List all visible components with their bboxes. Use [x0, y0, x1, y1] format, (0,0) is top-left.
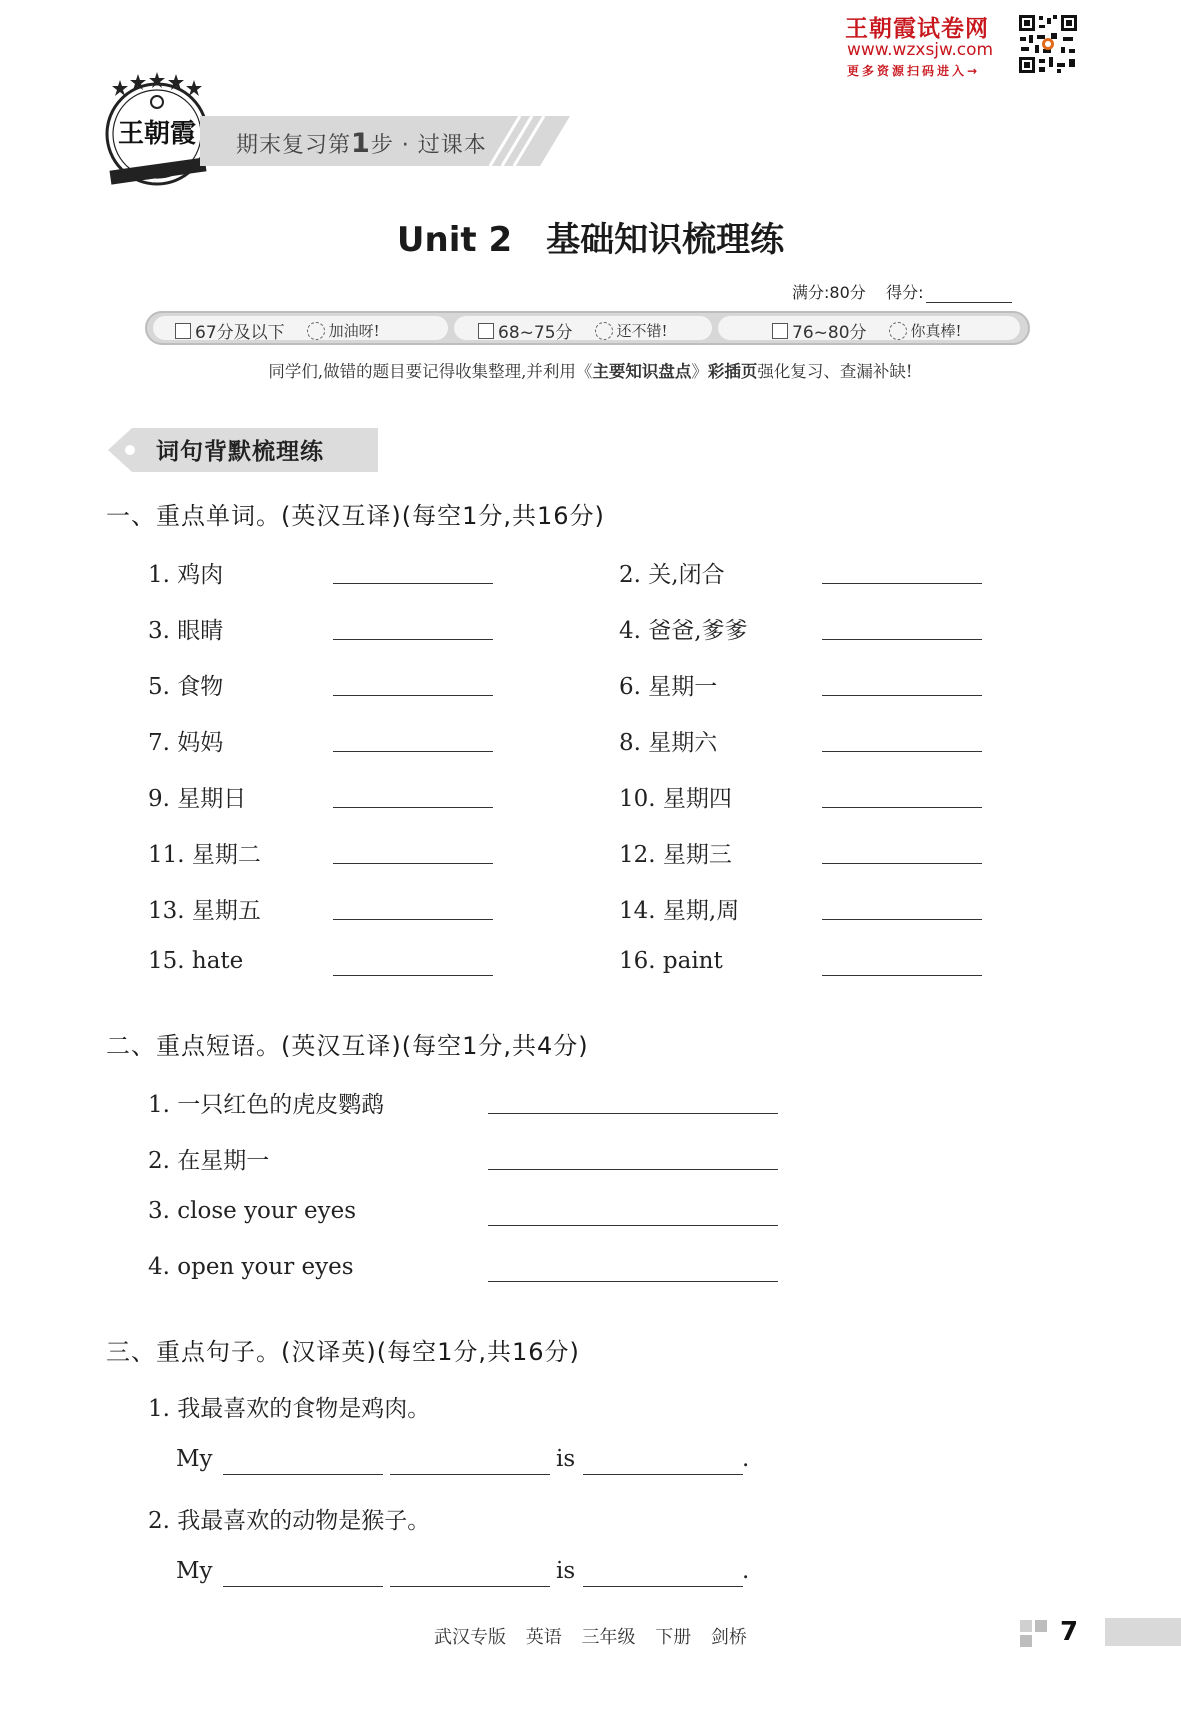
answer-blank[interactable]	[488, 1225, 778, 1226]
answer-blank[interactable]	[583, 1586, 743, 1587]
answer-blank[interactable]	[223, 1586, 383, 1587]
answer-blank[interactable]	[333, 639, 493, 640]
answer-blank[interactable]	[390, 1586, 550, 1587]
tip-text: 同学们,做错的题目要记得收集整理,并利用《	[268, 362, 593, 381]
section-tag: 词句背默梳理练	[156, 439, 324, 465]
rating-checkbox[interactable]	[478, 323, 494, 339]
sentence-prompt: 2. 我最喜欢的动物是猴子。	[148, 1508, 431, 1534]
rating-option[interactable]	[175, 318, 380, 343]
page-number: 7	[1060, 1617, 1079, 1647]
answer-blank[interactable]	[822, 919, 982, 920]
part1-heading: 一、重点单词。(英汉互译)(每空1分,共16分)	[106, 502, 605, 530]
answer-blank[interactable]	[333, 975, 493, 976]
word-item: 1. 鸡肉	[148, 562, 224, 588]
score-line	[792, 280, 1012, 303]
smiley-icon	[595, 322, 613, 340]
answer-blank[interactable]	[333, 751, 493, 752]
footer: 武汉专版 英语 三年级 下册 剑桥	[434, 1627, 747, 1648]
answer-blank[interactable]	[822, 639, 982, 640]
answer-blank[interactable]	[223, 1474, 383, 1475]
answer-blank[interactable]	[822, 975, 982, 976]
smiley-icon	[889, 322, 907, 340]
sentence-mid: is	[556, 1446, 576, 1472]
word-item: 13. 星期五	[148, 898, 261, 924]
sentence-end: .	[742, 1558, 750, 1584]
phrase-item: 2. 在星期一	[148, 1148, 270, 1174]
answer-blank[interactable]	[333, 863, 493, 864]
rating-praise: 加油呀!	[328, 322, 380, 340]
word-item: 8. 星期六	[619, 730, 718, 756]
answer-blank[interactable]	[390, 1474, 550, 1475]
answer-blank[interactable]	[583, 1474, 743, 1475]
rating-option[interactable]	[772, 318, 962, 343]
rating-checkbox[interactable]	[175, 323, 191, 339]
answer-blank[interactable]	[333, 807, 493, 808]
rating-range: 76~80分	[792, 323, 867, 343]
banner-suffix: 步 · 过课本	[370, 133, 487, 158]
word-item: 11. 星期二	[148, 842, 261, 868]
word-item: 10. 星期四	[619, 786, 732, 812]
phrase-item: 3. close your eyes	[148, 1198, 357, 1224]
answer-blank[interactable]	[822, 807, 982, 808]
rating-praise: 还不错!	[616, 322, 668, 340]
phrase-item: 4. open your eyes	[148, 1254, 354, 1280]
answer-blank[interactable]	[333, 695, 493, 696]
rating-range: 68~75分	[498, 323, 573, 343]
answer-blank[interactable]	[822, 583, 982, 584]
answer-blank[interactable]	[333, 583, 493, 584]
answer-blank[interactable]	[333, 919, 493, 920]
word-item: 2. 关,闭合	[619, 562, 725, 588]
site-name: 王朝霞试卷网	[845, 16, 989, 42]
tip-line	[0, 358, 1181, 382]
answer-blank[interactable]	[488, 1169, 778, 1170]
site-tip: 更多资源扫码进入→	[847, 64, 981, 78]
full-score: 满分:80分	[792, 283, 866, 302]
word-item: 6. 星期一	[619, 674, 718, 700]
part2-heading: 二、重点短语。(英汉互译)(每空1分,共4分)	[106, 1032, 589, 1060]
page-title: Unit 2 基础知识梳理练	[396, 220, 785, 260]
answer-blank[interactable]	[822, 751, 982, 752]
sentence-end: .	[742, 1446, 750, 1472]
tip-text: 强化复习、查漏补缺!	[757, 362, 913, 381]
word-item: 15. hate	[148, 948, 244, 974]
banner-text	[236, 128, 487, 159]
seal-text: 王朝霞	[117, 119, 197, 149]
sentence-start: My	[176, 1558, 213, 1584]
page-corner-icon	[1020, 1620, 1050, 1650]
word-item: 16. paint	[619, 948, 723, 974]
word-item: 14. 星期,周	[619, 898, 740, 924]
site-logo	[845, 10, 1085, 80]
answer-blank[interactable]	[822, 695, 982, 696]
score-blank[interactable]	[926, 302, 1012, 303]
rating-range: 67分及以下	[195, 323, 285, 343]
site-url: www.wzxsjw.com	[847, 40, 994, 60]
part3-heading: 三、重点句子。(汉译英)(每空1分,共16分)	[106, 1338, 580, 1366]
answer-blank[interactable]	[488, 1281, 778, 1282]
score-label: 得分:	[886, 283, 924, 302]
sentence-prompt: 1. 我最喜欢的食物是鸡肉。	[148, 1396, 431, 1422]
banner-prefix: 期末复习第	[236, 133, 352, 158]
word-item: 7. 妈妈	[148, 730, 224, 756]
smiley-icon	[307, 322, 325, 340]
rating-option[interactable]	[478, 318, 668, 343]
rating-checkbox[interactable]	[772, 323, 788, 339]
tip-bold: 彩插页	[707, 362, 758, 381]
sentence-start: My	[176, 1446, 213, 1472]
tip-text: 》	[691, 362, 708, 381]
sentence-mid: is	[556, 1558, 576, 1584]
page-number-bar	[1105, 1618, 1181, 1646]
word-item: 4. 爸爸,爹爹	[619, 618, 748, 644]
word-item: 9. 星期日	[148, 786, 247, 812]
answer-blank[interactable]	[488, 1113, 778, 1114]
rating-praise: 你真棒!	[910, 322, 962, 340]
qr-code-icon[interactable]	[1017, 13, 1079, 75]
word-item: 3. 眼睛	[148, 618, 224, 644]
word-item: 12. 星期三	[619, 842, 732, 868]
answer-blank[interactable]	[822, 863, 982, 864]
phrase-item: 1. 一只红色的虎皮鹦鹉	[148, 1092, 385, 1118]
banner-number: 1	[351, 128, 371, 159]
word-item: 5. 食物	[148, 674, 224, 700]
tip-bold: 主要知识盘点	[592, 362, 692, 381]
